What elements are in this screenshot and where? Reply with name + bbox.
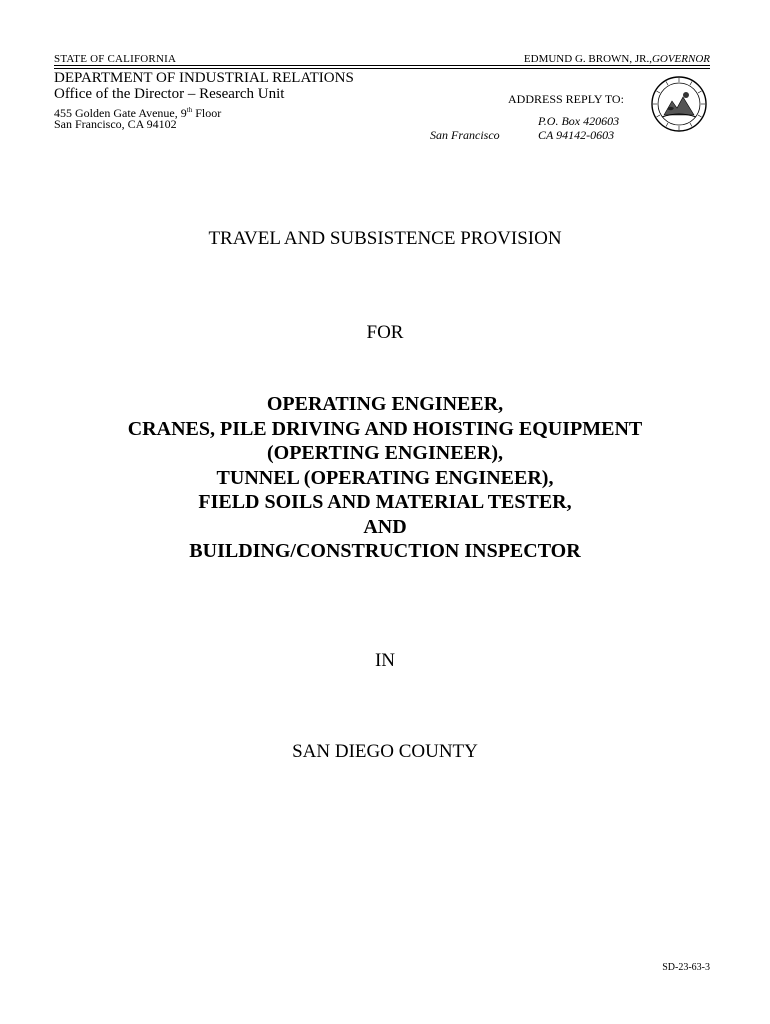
office-name: Office of the Director – Research Unit <box>54 86 285 102</box>
state-name: STATE OF CALIFORNIA <box>54 53 177 65</box>
document-id: SD-23-63-3 <box>662 962 710 973</box>
reply-city: San Francisco <box>430 128 500 142</box>
po-box: P.O. Box 420603 <box>538 114 620 128</box>
governor-title: GOVERNOR <box>651 53 710 65</box>
for-label: FOR <box>366 322 404 343</box>
department-name: DEPARTMENT OF INDUSTRIAL RELATIONS <box>54 70 354 86</box>
header-rule <box>54 65 710 66</box>
street-address-sup: th <box>186 106 193 114</box>
classification-line: TUNNEL (OPERATING ENGINEER), <box>216 466 554 489</box>
street-address-floor: Floor <box>192 106 222 120</box>
street-address-main: 455 Golden Gate Avenue, 9 <box>54 106 187 120</box>
classification-line: CRANES, PILE DRIVING AND HOISTING EQUIPMENT <box>127 417 643 440</box>
state-seal-icon <box>650 75 708 133</box>
classification-line: AND <box>363 515 407 538</box>
county-name: SAN DIEGO COUNTY <box>292 741 478 762</box>
classification-list <box>0 392 770 564</box>
header-top-line <box>54 52 710 66</box>
classification-line: FIELD SOILS AND MATERIAL TESTER, <box>198 491 572 513</box>
in-label: IN <box>374 650 396 671</box>
classification-line: (OPERTING ENGINEER), <box>267 442 503 464</box>
document-title: TRAVEL AND SUBSISTENCE PROVISION <box>208 228 562 249</box>
city-address: San Francisco, CA 94102 <box>54 117 177 131</box>
governor-line <box>524 52 710 66</box>
reply-zip: CA 94142-0603 <box>538 128 615 142</box>
reply-label: ADDRESS REPLY TO: <box>508 92 624 106</box>
classification-line: BUILDING/CONSTRUCTION INSPECTOR <box>189 540 581 562</box>
classification-line: OPERATING ENGINEER, <box>266 393 504 415</box>
governor-name: EDMUND G. BROWN, JR., <box>523 53 652 65</box>
header-rule-thin <box>54 68 710 69</box>
